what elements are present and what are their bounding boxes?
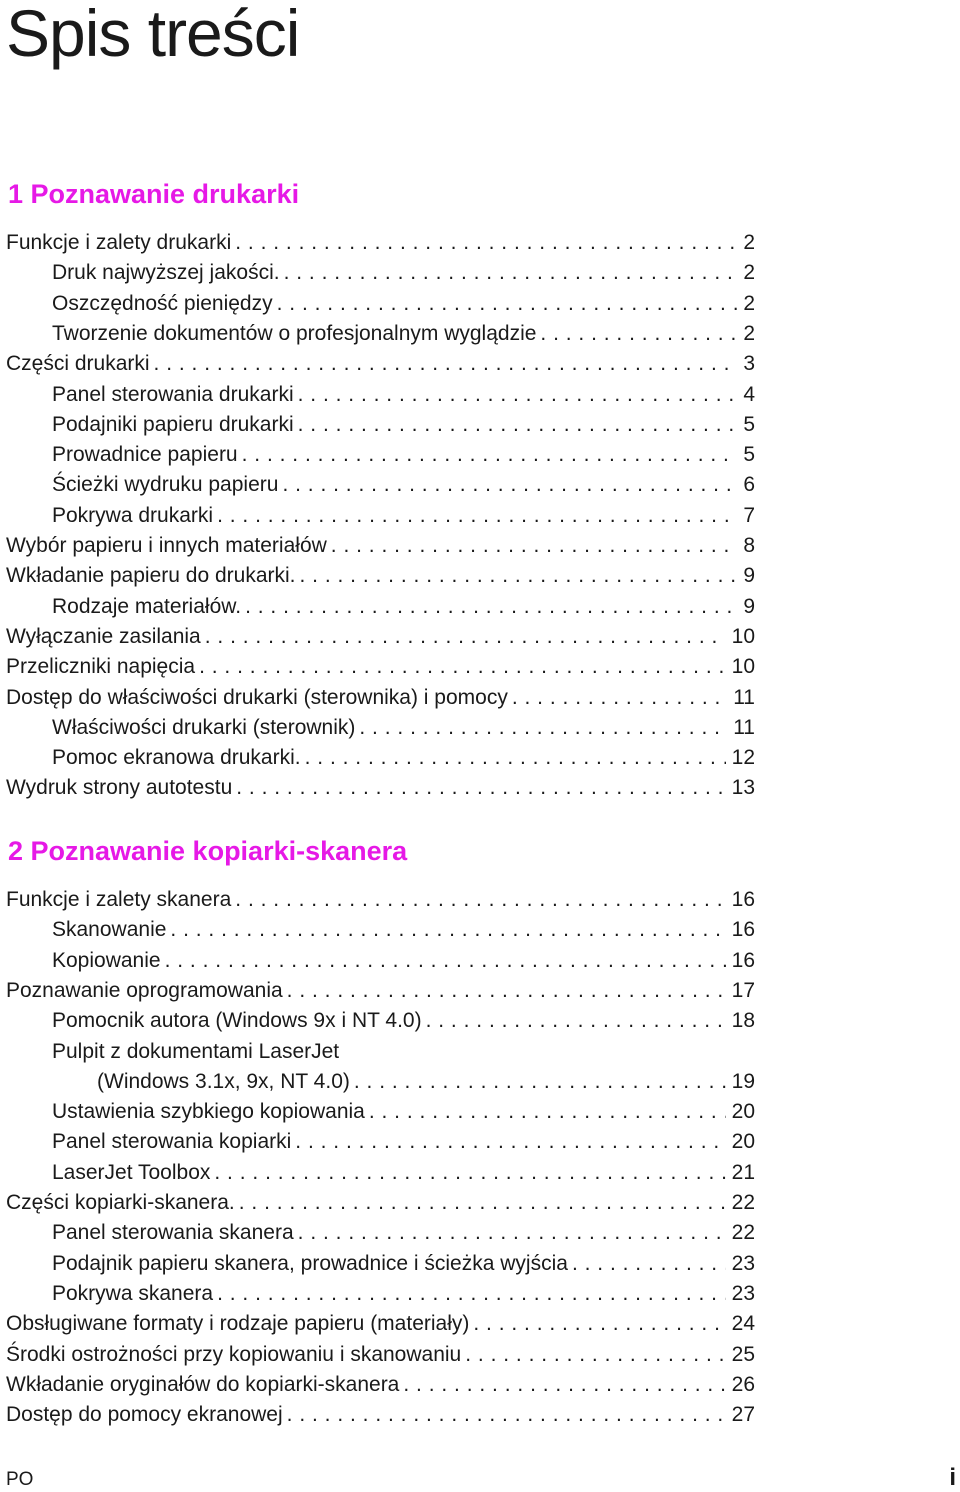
chapter-title-2[interactable]: 2 Poznawanie kopiarki-skanera bbox=[8, 836, 408, 866]
toc-entry-page-number: 23 bbox=[731, 1252, 755, 1275]
toc-entry-label: Pomoc ekranowa drukarki. bbox=[52, 746, 301, 769]
toc-entry-page-number: 20 bbox=[731, 1100, 755, 1123]
toc-entry-label: Ustawienia szybkiego kopiowania bbox=[52, 1100, 365, 1123]
footer-language-code: PO bbox=[6, 1469, 34, 1490]
toc-entry-label: Dostęp do właściwości drukarki (sterownika) i pomocy bbox=[6, 686, 508, 709]
toc-entry-page-number: 22 bbox=[731, 1191, 755, 1214]
dot-leader bbox=[235, 1188, 726, 1218]
dot-leader bbox=[231, 228, 737, 258]
dot-leader bbox=[278, 470, 737, 500]
toc-entry[interactable] bbox=[0, 1218, 755, 1248]
toc-entry-page-number: 12 bbox=[731, 746, 755, 769]
toc-entry-label: Pokrywa skanera bbox=[52, 1282, 214, 1305]
toc-entry-page-number: 5 bbox=[743, 413, 755, 436]
dot-leader bbox=[283, 976, 726, 1006]
toc-entry-page-number: 4 bbox=[743, 383, 755, 406]
dot-leader bbox=[422, 1006, 726, 1036]
dot-leader bbox=[161, 946, 726, 976]
toc-entry-label: Wkładanie papieru do drukarki. bbox=[6, 564, 296, 587]
toc-entry-page-number: 23 bbox=[731, 1282, 755, 1305]
toc-entry-page-number: 10 bbox=[731, 655, 755, 678]
toc-entry[interactable] bbox=[0, 1188, 755, 1218]
dot-leader bbox=[232, 773, 725, 803]
toc-entry-label: Środki ostrożności przy kopiowaniu i skanowaniu bbox=[6, 1343, 462, 1366]
toc-entry[interactable] bbox=[0, 289, 755, 319]
dot-leader bbox=[301, 743, 726, 773]
toc-entry[interactable] bbox=[0, 1309, 755, 1339]
toc-entry-page-number: 5 bbox=[743, 443, 755, 466]
toc-entry-page-number: 26 bbox=[731, 1373, 755, 1396]
toc-entry[interactable] bbox=[0, 1127, 755, 1157]
dot-leader bbox=[399, 1370, 725, 1400]
toc-entry-label: Oszczędność pieniędzy bbox=[52, 292, 273, 315]
toc-entry[interactable] bbox=[0, 380, 755, 410]
toc-entry-label: Wyłączanie zasilania bbox=[6, 625, 201, 648]
dot-leader bbox=[213, 501, 737, 531]
toc-entry[interactable] bbox=[0, 501, 755, 531]
toc-entry-label: Panel sterowania skanera bbox=[52, 1221, 294, 1244]
dot-leader bbox=[238, 440, 738, 470]
toc-entry[interactable] bbox=[0, 1249, 755, 1279]
toc-entry-page-number: 3 bbox=[743, 352, 755, 375]
toc-entry[interactable] bbox=[0, 228, 755, 258]
dot-leader bbox=[241, 592, 737, 622]
toc-entry-page-number: 27 bbox=[731, 1403, 755, 1426]
toc-entry-page-number: 22 bbox=[731, 1221, 755, 1244]
toc-entry[interactable] bbox=[0, 885, 755, 915]
toc-entry[interactable] bbox=[0, 440, 755, 470]
toc-entry-page-number: 24 bbox=[731, 1312, 755, 1335]
toc-entry[interactable] bbox=[0, 1279, 755, 1309]
toc-entry-page-number: 13 bbox=[731, 776, 755, 799]
toc-entry-page-number: 11 bbox=[733, 686, 755, 709]
toc-entry-page-number: 25 bbox=[731, 1343, 755, 1366]
toc-entry[interactable] bbox=[0, 410, 755, 440]
toc-entry[interactable] bbox=[0, 743, 755, 773]
dot-leader bbox=[291, 1127, 725, 1157]
toc-entry-label: Kopiowanie bbox=[52, 949, 161, 972]
toc-entry[interactable] bbox=[0, 652, 755, 682]
dot-leader bbox=[283, 1400, 726, 1430]
toc-entry-label: Części drukarki bbox=[6, 352, 150, 375]
toc-entry[interactable] bbox=[0, 1097, 755, 1127]
toc-entry[interactable] bbox=[0, 258, 755, 288]
dot-leader bbox=[231, 885, 725, 915]
toc-entry[interactable] bbox=[0, 592, 755, 622]
toc-entry[interactable] bbox=[0, 561, 755, 591]
toc-entry-page-number: 6 bbox=[743, 473, 755, 496]
toc-entry-label: Prowadnice papieru bbox=[52, 443, 238, 466]
toc-entry[interactable] bbox=[0, 531, 755, 561]
toc-entry-label: Funkcje i zalety drukarki bbox=[6, 231, 232, 254]
toc-entry-page-number: 21 bbox=[731, 1161, 755, 1184]
dot-leader bbox=[213, 1279, 726, 1309]
toc-entry-page-number: 18 bbox=[731, 1009, 755, 1032]
toc-entry[interactable] bbox=[0, 1067, 755, 1097]
toc-entry[interactable] bbox=[0, 1158, 755, 1188]
toc-entry-label: (Windows 3.1x, 9x, NT 4.0) bbox=[97, 1070, 350, 1093]
page-title: Spis treści bbox=[6, 0, 300, 70]
toc-entry-label: Pokrywa drukarki bbox=[52, 504, 214, 527]
toc-entry[interactable] bbox=[0, 915, 755, 945]
toc-entry[interactable] bbox=[0, 470, 755, 500]
chapter-title-1[interactable]: 1 Poznawanie drukarki bbox=[8, 179, 300, 209]
toc-entry[interactable]: Pulpit z dokumentami LaserJet bbox=[52, 1040, 340, 1063]
toc-entry-page-number: 20 bbox=[731, 1130, 755, 1153]
toc-entry-page-number: 11 bbox=[733, 716, 755, 739]
dot-leader bbox=[210, 1158, 725, 1188]
toc-entry[interactable] bbox=[0, 683, 755, 713]
toc-entry-label: Druk najwyższej jakości. bbox=[52, 261, 280, 284]
toc-entry-label: Poznawanie oprogramowania bbox=[6, 979, 283, 1002]
toc-entry[interactable] bbox=[0, 1006, 755, 1036]
dot-leader bbox=[201, 622, 726, 652]
toc-entry-label: Wybór papieru i innych materiałów bbox=[6, 534, 327, 557]
dot-leader bbox=[166, 915, 725, 945]
toc-entry[interactable] bbox=[0, 773, 755, 803]
toc-entry[interactable] bbox=[0, 713, 755, 743]
toc-entry-page-number: 8 bbox=[743, 534, 755, 557]
toc-entry-label: Skanowanie bbox=[52, 918, 167, 941]
toc-entry-label: Podajnik papieru skanera, prowadnice i ścieżka wyjścia bbox=[52, 1252, 568, 1275]
dot-leader bbox=[508, 683, 727, 713]
toc-entry-label: Podajniki papieru drukarki bbox=[52, 413, 294, 436]
toc-entry-page-number: 10 bbox=[731, 625, 755, 648]
toc-entry-label: Panel sterowania kopiarki bbox=[52, 1130, 292, 1153]
toc-entry[interactable] bbox=[0, 1340, 755, 1370]
toc-entry-label: Wkładanie oryginałów do kopiarki-skanera bbox=[6, 1373, 400, 1396]
toc-entry-page-number: 17 bbox=[731, 979, 755, 1002]
toc-entry[interactable] bbox=[0, 976, 755, 1006]
toc-entry-page-number: 2 bbox=[743, 231, 755, 254]
toc-entry[interactable] bbox=[0, 1370, 755, 1400]
toc-entry-page-number: 9 bbox=[743, 564, 755, 587]
toc-entry[interactable] bbox=[0, 349, 755, 379]
toc-entry-label: Rodzaje materiałów. bbox=[52, 595, 242, 618]
dot-leader bbox=[355, 713, 727, 743]
toc-entry-label: Pomocnik autora (Windows 9x i NT 4.0) bbox=[52, 1009, 422, 1032]
toc-entry-page-number: 2 bbox=[743, 261, 755, 284]
toc-entry-label: Tworzenie dokumentów o profesjonalnym wyglądzie bbox=[52, 322, 537, 345]
toc-entry-page-number: 16 bbox=[731, 918, 755, 941]
toc-entry-page-number: 9 bbox=[743, 595, 755, 618]
dot-leader bbox=[327, 531, 738, 561]
dot-leader bbox=[280, 258, 738, 288]
toc-entry[interactable] bbox=[0, 1400, 755, 1430]
toc-entry-label: Dostęp do pomocy ekranowej bbox=[6, 1403, 283, 1426]
dot-leader bbox=[365, 1097, 726, 1127]
toc-entry-label: Właściwości drukarki (sterownik) bbox=[52, 716, 356, 739]
toc-entry-page-number: 19 bbox=[731, 1070, 755, 1093]
dot-leader bbox=[294, 380, 738, 410]
dot-leader bbox=[195, 652, 726, 682]
toc-entry-label: LaserJet Toolbox bbox=[52, 1161, 211, 1184]
toc-entry-label: Wydruk strony autotestu bbox=[6, 776, 233, 799]
dot-leader bbox=[568, 1249, 726, 1279]
toc-entry-label: Panel sterowania drukarki bbox=[52, 383, 294, 406]
toc-entry-page-number: 16 bbox=[731, 949, 755, 972]
toc-entry-label: Przeliczniki napięcia bbox=[6, 655, 196, 678]
toc-entry[interactable] bbox=[0, 319, 755, 349]
toc-entry-page-number: 16 bbox=[731, 888, 755, 911]
toc-entry[interactable] bbox=[0, 946, 755, 976]
toc-entry-label: Części kopiarki-skanera. bbox=[6, 1191, 235, 1214]
toc-entry-page-number: 7 bbox=[743, 504, 755, 527]
dot-leader bbox=[150, 349, 738, 379]
dot-leader bbox=[294, 1218, 726, 1248]
footer-page-number: i bbox=[949, 1464, 956, 1491]
dot-leader bbox=[536, 319, 737, 349]
toc-entry-label: Ścieżki wydruku papieru bbox=[52, 473, 279, 496]
dot-leader bbox=[296, 561, 738, 591]
dot-leader bbox=[469, 1309, 725, 1339]
toc-entry-page-number: 2 bbox=[743, 322, 755, 345]
toc-entry[interactable] bbox=[0, 622, 755, 652]
dot-leader bbox=[461, 1340, 725, 1370]
toc-entry-page-number: 2 bbox=[743, 292, 755, 315]
toc-entry-label: Funkcje i zalety skanera bbox=[6, 888, 232, 911]
dot-leader bbox=[294, 410, 738, 440]
dot-leader bbox=[273, 289, 738, 319]
toc-entry-label: Obsługiwane formaty i rodzaje papieru (materiały) bbox=[6, 1312, 470, 1335]
dot-leader bbox=[350, 1067, 726, 1097]
